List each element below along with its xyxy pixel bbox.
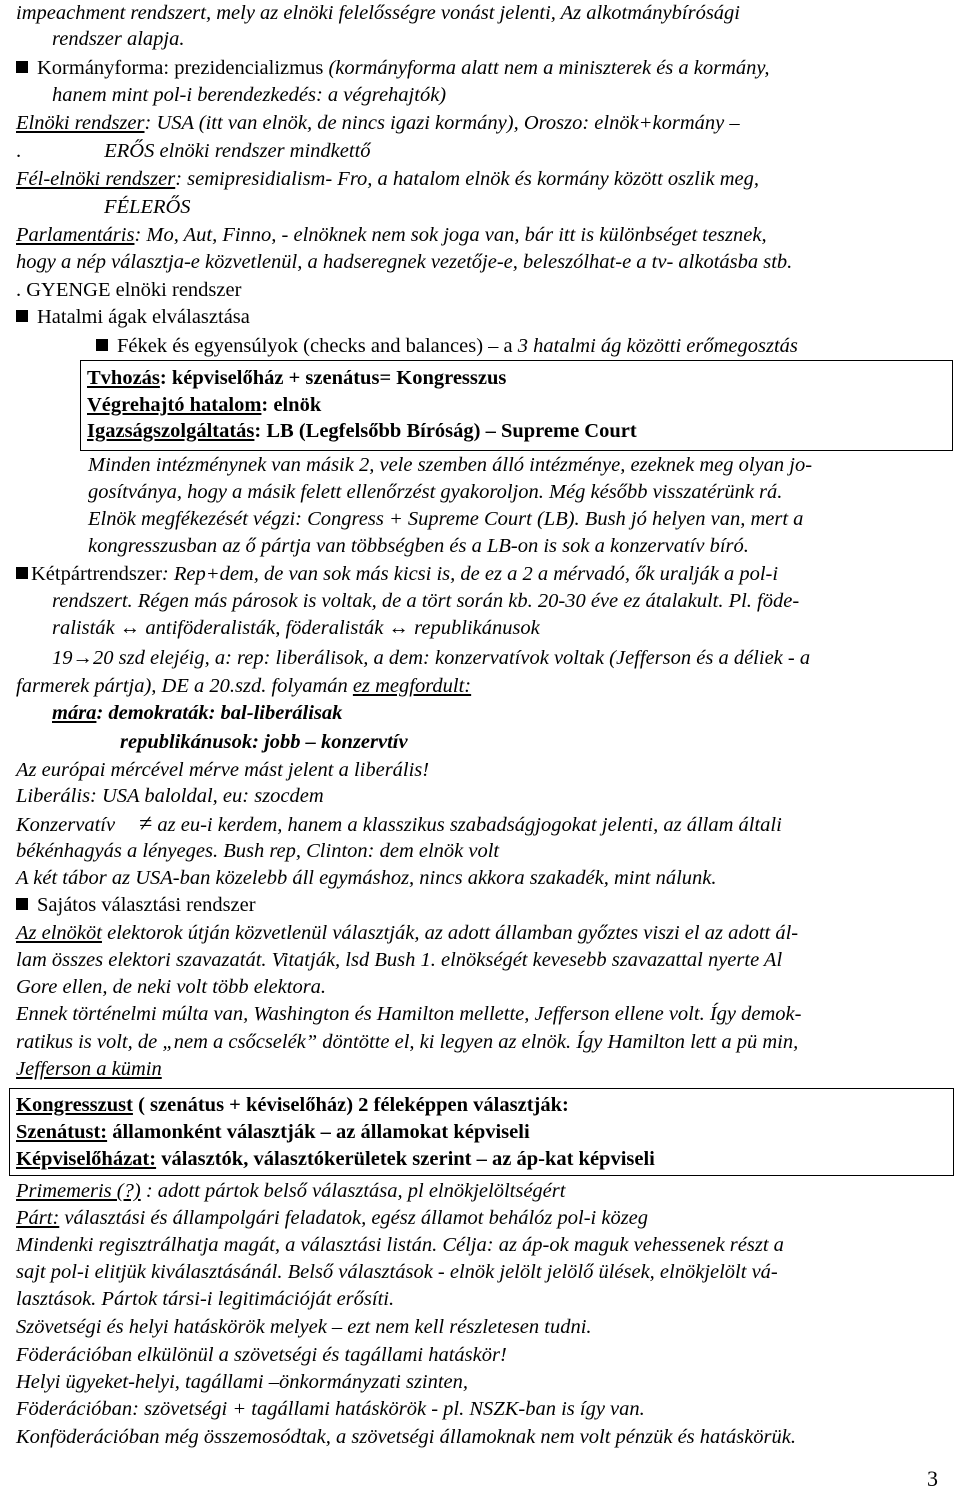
page-number: 3 — [927, 1466, 938, 1491]
text-line: gosítványa, hogy a másik felett ellenőrzést gyakoroljon. Még később visszatérünk rá. — [88, 481, 783, 503]
text-line: Elnöki rendszer: USA (itt van elnök, de nincs igazi kormány), Oroszo: elnök+kormány – — [16, 112, 740, 134]
text-line: Ennek történelmi múlta van, Washington és Hamilton mellette, Jefferson ellene volt. Így demok- — [16, 1003, 802, 1025]
square-bullet-icon — [16, 310, 28, 322]
square-bullet-icon — [16, 567, 28, 579]
text-line: békénhagyás a lényeges. Bush rep, Clinton: dem elnök volt — [16, 840, 500, 862]
text-line: republikánusok: jobb – konzervtív — [120, 731, 408, 753]
text-line: Az elnököt elektorok útján közvetlenül választják, az adott államban győztes viszi el az adott ál- — [16, 922, 799, 944]
text-line: farmerek pártja), DE a 20.szd. folyamán ez megfordult: — [16, 675, 472, 697]
text-line: 19→20 szd elejéig, a: rep: liberálisok, a dem: konzervatívok voltak (Jefferson és a déliek - a — [52, 647, 811, 669]
text-line: Primemeris (?) : adott pártok belső választása, pl elnökjelöltségért — [16, 1180, 566, 1202]
text-line: FÉLERŐS — [104, 196, 191, 218]
text-line: Gore ellen, de neki volt több elektora. — [16, 976, 327, 998]
text-line: Föderációban elkülönül a szövetségi és tagállami hatáskör! — [16, 1344, 507, 1366]
text-line: Konzervatív ≠ az eu-i kerdem, hanem a klasszikus szabadságjogokat jelenti, az állam általi — [16, 811, 782, 837]
box-row: Végrehajtó hatalom: elnök — [87, 394, 322, 416]
box-row: Kongresszust ( szenátus + kéviselőház) 2 féleképpen választják: — [16, 1094, 569, 1116]
bullet-item: Hatalmi ágak elválasztása — [16, 304, 250, 330]
text-line: lasztások. Pártok társi-i legitimációját erősíti. — [16, 1288, 395, 1310]
branches-box — [80, 360, 953, 451]
bullet-item: Kormányforma: prezidencializmus (kormányforma alatt nem a miniszterek és a kormány, — [16, 55, 770, 81]
text-line: ralisták ↔ antiföderalisták, föderalisták ↔ republikánusok — [52, 617, 540, 639]
congress-box — [9, 1088, 954, 1176]
bullet-item: Kétpártrendszer: Rep+dem, de van sok más kicsi is, de ez a 2 a mérvadó, ők uralják a pol-i — [16, 561, 778, 587]
box-row: Szenátust: államonként választják – az államokat képviseli — [16, 1121, 530, 1143]
square-bullet-icon — [16, 898, 28, 910]
square-bullet-icon — [96, 339, 108, 351]
text-line: Föderációban: szövetségi + tagállami hatáskörök - pl. NSZK-ban is így van. — [16, 1398, 645, 1420]
bullet-item: Fékek és egyensúlyok (checks and balances) – a 3 hatalmi ág közötti erőmegosztás — [96, 333, 798, 359]
square-bullet-icon — [16, 61, 28, 73]
box-row: Tvhozás: képviselőház + szenátus= Kongresszus — [87, 367, 507, 389]
text-line: Parlamentáris: Mo, Aut, Finno, - elnöknek nem sok joga van, bár itt is különbséget tesznek, — [16, 224, 767, 246]
text-line: Az európai mércével mérve mást jelent a liberális! — [16, 759, 430, 781]
text-line: rendszer alapja. — [52, 28, 185, 50]
text-line: . ERŐS elnöki rendszer mindkettő — [16, 140, 371, 162]
box-row: Igazságszolgáltatás: LB (Legfelsőbb Bíróság) – Supreme Court — [87, 420, 637, 442]
bullet-item: Sajátos választási rendszer — [16, 892, 256, 918]
text-line: A két tábor az USA-ban közelebb áll egymáshoz, nincs akkora szakadék, mint nálunk. — [16, 867, 717, 889]
text-line: Mindenki regisztrálhatja magát, a választási listán. Célja: az áp-ok maguk vehessenek részt a — [16, 1234, 784, 1256]
text-line: rendszert. Régen más párosok is voltak, de a tört során kb. 20-30 éve ez átalakult. Pl. föde- — [52, 590, 800, 612]
box-row: Képviselőházat: választók, választókerületek szerint – az áp-kat képviseli — [16, 1148, 655, 1170]
text-line: Fél-elnöki rendszer: semipresidialism- Fro, a hatalom elnök és kormány között oszlik meg, — [16, 168, 760, 190]
text-line: Minden intézménynek van másik 2, vele szemben álló intézménye, ezeknek meg olyan jo- — [88, 454, 813, 476]
text-line: Elnök megfékezését végzi: Congress + Supreme Court (LB). Bush jó helyen van, mert a — [88, 508, 804, 530]
text-line: impeachment rendszert, mely az elnöki felelősségre vonást jelenti, Az alkotmánybírósági — [16, 2, 741, 24]
text-line: Helyi ügyeket-helyi, tagállami –önkormányzati szinten, — [16, 1371, 469, 1393]
text-line: kongresszusban az ő pártja van többségben és a LB-on is sok a konzervatív bíró. — [88, 535, 749, 557]
text-line: . GYENGE elnöki rendszer — [16, 279, 242, 301]
text-line: ratikus is volt, de „nem a csőcselék” döntötte el, ki legyen az elnök. Így Hamilton lett a pü min, — [16, 1031, 799, 1053]
text-line: Szövetségi és helyi hatáskörök melyek – ezt nem kell részletesen tudni. — [16, 1316, 592, 1338]
text-line: Liberális: USA baloldal, eu: szocdem — [16, 785, 324, 807]
text-line: hanem mint pol-i berendezkedés: a végrehajtók) — [52, 84, 447, 106]
text-line: Jefferson a kümin — [16, 1058, 162, 1080]
text-line: Konföderációban még összemosódtak, a szövetségi államoknak nem volt pénzük és hatáskörük. — [16, 1426, 797, 1448]
text-line: hogy a nép választja-e közvetlenül, a hadseregnek vezetője-e, beleszólhat-e a tv- alkotásba stb. — [16, 251, 793, 273]
text-line: mára: demokraták: bal-liberálisak — [52, 702, 343, 724]
text-line: lam összes elektori szavazatát. Vitatják, lsd Bush 1. elnökségét kevesebb szavazattal nyerte Al — [16, 949, 783, 971]
text-line: sajt pol-i elitjük kiválasztásánál. Belső választások - elnök jelölt jelölő ülések, elnökjelölt vá- — [16, 1261, 778, 1283]
text-line: Párt: választási és állampolgári feladatok, egész államot behálóz pol-i közeg — [16, 1207, 649, 1229]
